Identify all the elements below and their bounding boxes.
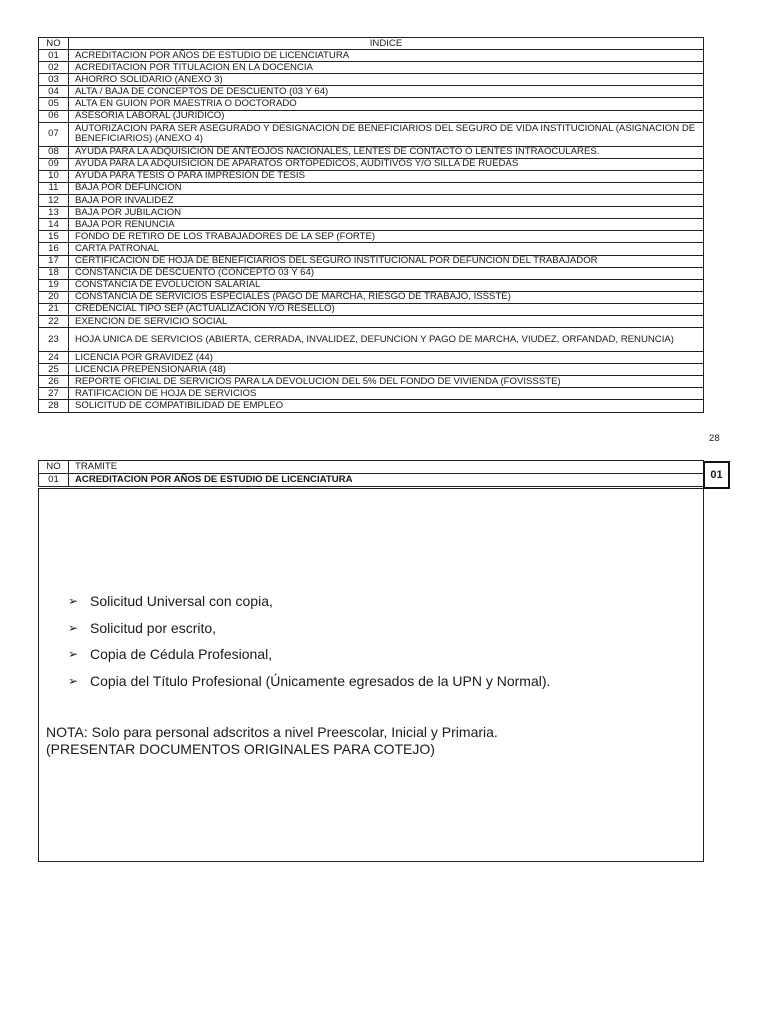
index-row-title: CERTIFICACION DE HOJA DE BENEFICIARIOS DEL SEGURO INSTITUCIONAL POR DEFUNCION DEL TRABAJADOR xyxy=(69,255,704,267)
index-row xyxy=(39,158,704,170)
index-row-no: 12 xyxy=(39,195,69,207)
index-row-no: 05 xyxy=(39,98,69,110)
index-row-no: 16 xyxy=(39,243,69,255)
index-row-title: BAJA POR JUBILACION xyxy=(69,207,704,219)
index-row-no: 02 xyxy=(39,62,69,74)
index-row xyxy=(39,50,704,62)
index-row-no: 24 xyxy=(39,352,69,364)
index-header-row xyxy=(39,38,704,50)
index-row-title: BAJA POR INVALIDEZ xyxy=(69,195,704,207)
arrow-bullet-icon: ➢ xyxy=(68,673,79,688)
index-row-title: BAJA POR RENUNCIA xyxy=(69,219,704,231)
index-row xyxy=(39,279,704,291)
arrow-bullet-icon: ➢ xyxy=(68,620,79,635)
index-row-title: ALTA EN GUION POR MAESTRIA O DOCTORADO xyxy=(69,98,704,110)
index-row-title: CONSTANCIA DE SERVICIOS ESPECIALES (PAGO DE MARCHA, RIESGO DE TRABAJO, ISSSTE) xyxy=(69,291,704,303)
index-row-title: ASESORIA LABORAL (JURIDICO) xyxy=(69,110,704,122)
index-row xyxy=(39,291,704,303)
index-row-no: 06 xyxy=(39,110,69,122)
tramite-number-badge: 01 xyxy=(703,461,730,489)
index-row-no: 14 xyxy=(39,219,69,231)
index-row-title: AYUDA PARA TESIS O PARA IMPRESION DE TESIS xyxy=(69,170,704,182)
index-row-title: AHORRO SOLIDARIO (ANEXO 3) xyxy=(69,74,704,86)
index-row-title: AYUDA PARA LA ADQUISICION DE APARATOS ORTOPEDICOS, AUDITIVOS Y/O SILLA DE RUEDAS xyxy=(69,158,704,170)
index-row xyxy=(39,315,704,327)
requirement-item: ➢ Solicitud Universal con copia, xyxy=(68,593,273,609)
tramite-table xyxy=(38,460,704,487)
note-text xyxy=(46,724,498,758)
index-row xyxy=(39,267,704,279)
index-row-no: 04 xyxy=(39,86,69,98)
requirement-item: ➢ Copia de Cédula Profesional, xyxy=(68,646,273,662)
index-row xyxy=(39,62,704,74)
index-row xyxy=(39,146,704,158)
index-row xyxy=(39,195,704,207)
requirements-list xyxy=(68,592,550,698)
index-total-count: 28 xyxy=(709,433,720,444)
index-row xyxy=(39,182,704,194)
tramite-selected-no: 01 xyxy=(39,474,69,487)
index-header-title: INDICE xyxy=(69,38,704,50)
note-line: NOTA: Solo para personal adscritos a nivel Preescolar, Inicial y Primaria. xyxy=(46,724,498,740)
index-row xyxy=(39,231,704,243)
tramite-header-row xyxy=(39,461,704,474)
index-row-no: 20 xyxy=(39,291,69,303)
index-row xyxy=(39,255,704,267)
note-line: (PRESENTAR DOCUMENTOS ORIGINALES PARA COTEJO) xyxy=(46,741,435,757)
index-header-no: NO xyxy=(39,38,69,50)
index-row-title: RATIFICACION DE HOJA DE SERVICIOS xyxy=(69,388,704,400)
index-row-title: ALTA / BAJA DE CONCEPTOS DE DESCUENTO (03 Y 64) xyxy=(69,86,704,98)
arrow-bullet-icon: ➢ xyxy=(68,647,79,661)
requirement-item: ➢ Solicitud por escrito, xyxy=(68,619,217,636)
index-row-title: ACREDITACION POR TITULACION EN LA DOCENCIA xyxy=(69,62,704,74)
index-row-title: EXENCION DE SERVICIO SOCIAL xyxy=(69,315,704,327)
index-row xyxy=(39,303,704,315)
index-row-no: 21 xyxy=(39,303,69,315)
index-row xyxy=(39,388,704,400)
index-row-title: LICENCIA POR GRAVIDEZ (44) xyxy=(69,352,704,364)
index-row-title: HOJA UNICA DE SERVICIOS (ABIERTA, CERRADA, INVALIDEZ, DEFUNCION Y PAGO DE MARCHA, VIUDEZ, ORFANDAD, RENUNCIA) xyxy=(69,328,704,352)
index-row-title: REPORTE OFICIAL DE SERVICIOS PARA LA DEVOLUCION DEL 5% DEL FONDO DE VIVIENDA (FOVISSSTE) xyxy=(69,376,704,388)
index-row-title: CREDENCIAL TIPO SEP (ACTUALIZACION Y/O RESELLO) xyxy=(69,303,704,315)
index-row-no: 27 xyxy=(39,388,69,400)
index-row xyxy=(39,328,704,352)
index-row xyxy=(39,207,704,219)
index-row-title: LICENCIA PREPENSIONARIA (48) xyxy=(69,364,704,376)
index-row-no: 18 xyxy=(39,267,69,279)
arrow-bullet-icon: ➢ xyxy=(68,594,79,608)
index-row xyxy=(39,219,704,231)
index-row-title: ACREDITACION POR AÑOS DE ESTUDIO DE LICENCIATURA xyxy=(69,50,704,62)
index-row-no: 07 xyxy=(39,122,69,146)
index-row-no: 23 xyxy=(39,328,69,352)
index-row-no: 01 xyxy=(39,50,69,62)
index-row-no: 15 xyxy=(39,231,69,243)
index-row xyxy=(39,243,704,255)
index-row-no: 25 xyxy=(39,364,69,376)
index-row-title: FONDO DE RETIRO DE LOS TRABAJADORES DE LA SEP (FORTE) xyxy=(69,231,704,243)
index-row-no: 03 xyxy=(39,74,69,86)
index-row xyxy=(39,400,704,412)
index-row-title: BAJA POR DEFUNCION xyxy=(69,182,704,194)
index-row-no: 17 xyxy=(39,255,69,267)
index-row-no: 22 xyxy=(39,315,69,327)
index-row-title: CONSTANCIA DE DESCUENTO (CONCEPTO 03 Y 64) xyxy=(69,267,704,279)
index-row xyxy=(39,352,704,364)
index-row-title: SOLICITUD DE COMPATIBILIDAD DE EMPLEO xyxy=(69,400,704,412)
tramite-selected-title: ACREDITACION POR AÑOS DE ESTUDIO DE LICENCIATURA xyxy=(69,474,704,487)
index-row xyxy=(39,122,704,146)
tramite-header-title: TRAMITE xyxy=(69,461,704,474)
index-row xyxy=(39,98,704,110)
index-row-no: 13 xyxy=(39,207,69,219)
index-row xyxy=(39,364,704,376)
index-row-no: 08 xyxy=(39,146,69,158)
index-row-no: 26 xyxy=(39,376,69,388)
index-row-title: CONSTANCIA DE EVOLUCION SALARIAL xyxy=(69,279,704,291)
index-row-title: AUTORIZACION PARA SER ASEGURADO Y DESIGNACION DE BENEFICIARIOS DEL SEGURO DE VIDA INSTITUCIONAL (ASIGNACION DE BENEFICIARIOS) (ANEXO 4) xyxy=(69,122,704,146)
index-row-no: 10 xyxy=(39,170,69,182)
index-row xyxy=(39,376,704,388)
index-row xyxy=(39,86,704,98)
index-row xyxy=(39,74,704,86)
index-row xyxy=(39,170,704,182)
index-table xyxy=(38,37,704,413)
index-row-no: 11 xyxy=(39,182,69,194)
index-row xyxy=(39,110,704,122)
tramite-header-no: NO xyxy=(39,461,69,474)
index-row-no: 09 xyxy=(39,158,69,170)
requirement-item: ➢ Copia del Título Profesional (Únicamente egresados de la UPN y Normal). xyxy=(68,672,551,689)
index-row-no: 19 xyxy=(39,279,69,291)
index-row-title: AYUDA PARA LA ADQUISICION DE ANTEOJOS NACIONALES, LENTES DE CONTACTO O LENTES INTRAOCULARES. xyxy=(69,146,704,158)
index-row-title: CARTA PATRONAL xyxy=(69,243,704,255)
index-row-no: 28 xyxy=(39,400,69,412)
tramite-selected-row xyxy=(39,474,704,487)
